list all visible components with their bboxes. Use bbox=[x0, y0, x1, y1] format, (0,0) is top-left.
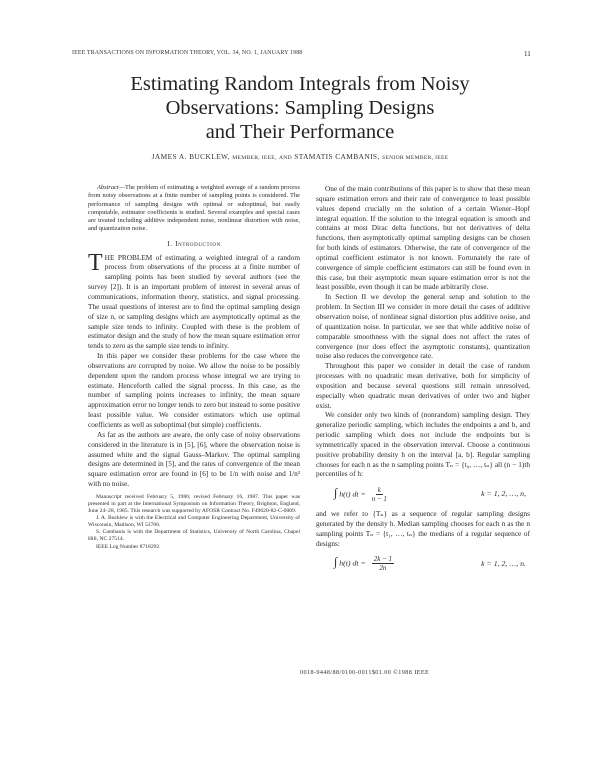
title-line-1: Estimating Random Integrals from Noisy bbox=[130, 73, 470, 95]
equation-2-range: k = 1, 2, …, n. bbox=[481, 558, 526, 568]
abstract-text: —The problem of estimating a weighted average of a random process from noisy observations at a finite number of sampling points is considered. The performance of sampling designs with optimal or suboptimal, but easily computable, estimator coefficients is studied. Several examples and special cases are treated including additive independent noise, nonlinear distortion with noise, and quantization noise. bbox=[88, 184, 300, 233]
equation-2-numerator: 2k − 1 bbox=[373, 555, 393, 564]
journal-citation: IEEE TRANSACTIONS ON INFORMATION THEORY, VOL. 34, NO. 1, JANUARY 1988 bbox=[72, 50, 303, 56]
right-paragraph-4: We consider only two kinds of (nonrandom) sampling design. They generalize periodic sampling, which includes the endpoints a and b, and periodic sampling which does not include the endpoints but is symmetrically spaced in the observation interval. Choose a continuous positive probability density h on the interval [a, b]. Regular sampling chooses for each n as the n sampling points Tₙ = {t₀, …, tₙ} all (n − 1)th percentiles of h: bbox=[316, 410, 530, 479]
right-paragraph-5: and we refer to {Tₙ} as a sequence of regular sampling designs generated by the density h. Median sampling chooses for each n as the n sampling points Tₙ = {t₁, …, tₙ} the medians of a regular sequence of designs: bbox=[316, 509, 530, 548]
equation-1-denominator: n − 1 bbox=[371, 494, 387, 503]
intro-paragraph-2: In this paper we consider these problems for the case where the observations are corrupted by noise. We allow the noise to be possibly dependent upon the random process whose integral we are trying to estimate. Henceforth called the signal process. In this case, as the number of sampling points increases to infinity, the mean square approximation error no longer tends to zero but instead to some positive least possible value. We consider estimators which use optimal coefficients as well as suboptimal (but simple) coefficients. bbox=[88, 351, 300, 429]
left-column bbox=[88, 184, 300, 551]
author-1-name: JAMES A. BUCKLEW, bbox=[151, 152, 230, 161]
footnote-author-1: J. A. Bucklew is with the Electrical and Computer Engineering Department, University of Wisconsin, Madison, WI 53706. bbox=[88, 515, 300, 529]
copyright-notice: 0018-9448/88/0100-0011$01.00 ©1988 IEEE bbox=[300, 669, 430, 676]
equation-regular-sampling bbox=[334, 484, 526, 504]
section-1-title: Introduction bbox=[175, 238, 221, 248]
abstract-label: Abstract bbox=[97, 184, 119, 191]
equation-median-sampling bbox=[334, 554, 526, 574]
equation-2-left: ∫ h(t) dt = $\frac{2k - 1}{2n}$ bbox=[334, 554, 393, 573]
footnote-log-number: IEEE Log Number 8718292. bbox=[96, 543, 161, 550]
intro-paragraph-1-text: HE PROBLEM of estimating a weighted integral of a random process from observations of the process at a finite number of sampling points has been studied by several authors (see the survey [2]). It is an important problem of interest in several areas of communications, information theory, statistics, and signal processing. The usual questions of interest are to find the optimal sampling design of size n, or sampling designs which are asymptotically optimal as the sample size tends to infinity. Coupled with these is the problem of estimator design and the study of how the mean square estimation error tends to zero as the sample size tends to infinity. bbox=[88, 252, 300, 351]
equation-1-left: ∫ h(t) dt = $\frac{k}{n - 1}$ bbox=[334, 485, 387, 503]
author-1-role: MEMBER, IEEE, bbox=[232, 155, 277, 161]
title-line-2: Observations: Sampling Designs bbox=[165, 97, 435, 119]
integral-sign: ∫ bbox=[334, 554, 338, 569]
equation-1-numerator: k bbox=[377, 485, 381, 494]
intro-paragraph-3: As far as the authors are aware, the only case of noisy observations considered in the literature is in [5], [6], where the observation noise is assumed white and the signal Gauss–Markov. The optimal sampling designs are determined in [5], and the rates of convergence of the mean square estimation error are found in [6] to be 1/n with noise and 1/n³ with no noise. bbox=[88, 429, 300, 489]
right-paragraph-3: Throughout this paper we consider in detail the case of random processes with no quadratic mean derivative, both for simplicity of exposition and because several questions still remain unresolved, especially when quadratic mean derivatives of order two and higher exist. bbox=[316, 361, 530, 410]
author-2-role: SENIOR MEMBER, IEEE bbox=[381, 155, 449, 161]
right-paragraph-1: One of the main contributions of this paper is to show that these mean square estimation errors and their rate of convergence to least possible values depend crucially on the solution of a certain Wiener–Hopf integral equation. If the solution to the integral equation is smooth and contains at most Dirac delta functions, but not derivatives of delta functions, then asymptotically optimal sampling designs can be chosen for both kinds of estimators. Otherwise, the rate of convergence of the optimal coefficient estimator is not known. Fortunately the rate of convergence of simple coefficient estimators can still be found even in this case, but their asymptotic mean square estimation error is not the least possible, even though it can be made arbitrarily close. bbox=[316, 184, 530, 292]
author-2-name: STAMATIS CAMBANIS, bbox=[294, 152, 380, 161]
equation-1-integrand: h(t) dt bbox=[339, 489, 359, 499]
title-line-3: and Their Performance bbox=[205, 121, 395, 143]
equation-2-fraction bbox=[372, 555, 394, 572]
section-1-number: I. bbox=[167, 238, 173, 248]
equation-2-integrand: h(t) dt bbox=[339, 558, 359, 568]
drop-cap: T bbox=[88, 249, 103, 276]
equation-1-range: k = 1, 2, …, n, bbox=[481, 489, 526, 499]
equation-2-denominator: 2n bbox=[379, 564, 387, 573]
page-number: 11 bbox=[524, 50, 531, 58]
equation-1-fraction bbox=[372, 486, 387, 503]
footnotes bbox=[88, 494, 300, 551]
running-head bbox=[72, 50, 544, 56]
footnote-author-2: S. Cambanis is with the Department of Statistics, University of North Carolina, Chapel Hill, NC 27514. bbox=[88, 529, 300, 543]
abstract bbox=[88, 184, 300, 234]
footnote-manuscript: Manuscript received February 5, 1986; revised February 16, 1987. This paper was presented in part at the International Symposium on Information Theory, Brighton, England, June 24–28, 1985. This research was supported by AFOSR Contract No. F49620-82-C-0009. bbox=[88, 493, 300, 515]
section-1-heading bbox=[88, 239, 300, 249]
author-joiner: AND bbox=[278, 155, 292, 161]
integral-sign: ∫ bbox=[334, 485, 338, 500]
paper-title bbox=[80, 72, 520, 144]
right-paragraph-2: In Section II we develop the general setup and solution to the problem. In Section III we consider in more detail the cases of additive observation noise, of nonlinear signal distortion plus additive noise, and of quantization noise. In particular, we see that while additive noise of comparable smoothness with the signal does not affect the rates of convergence (nor does effect the asymptotic constants), quantization noise also reduces the convergence rate. bbox=[316, 292, 530, 361]
right-column bbox=[316, 184, 530, 579]
author-line bbox=[60, 152, 540, 161]
intro-paragraph-1 bbox=[88, 249, 300, 351]
